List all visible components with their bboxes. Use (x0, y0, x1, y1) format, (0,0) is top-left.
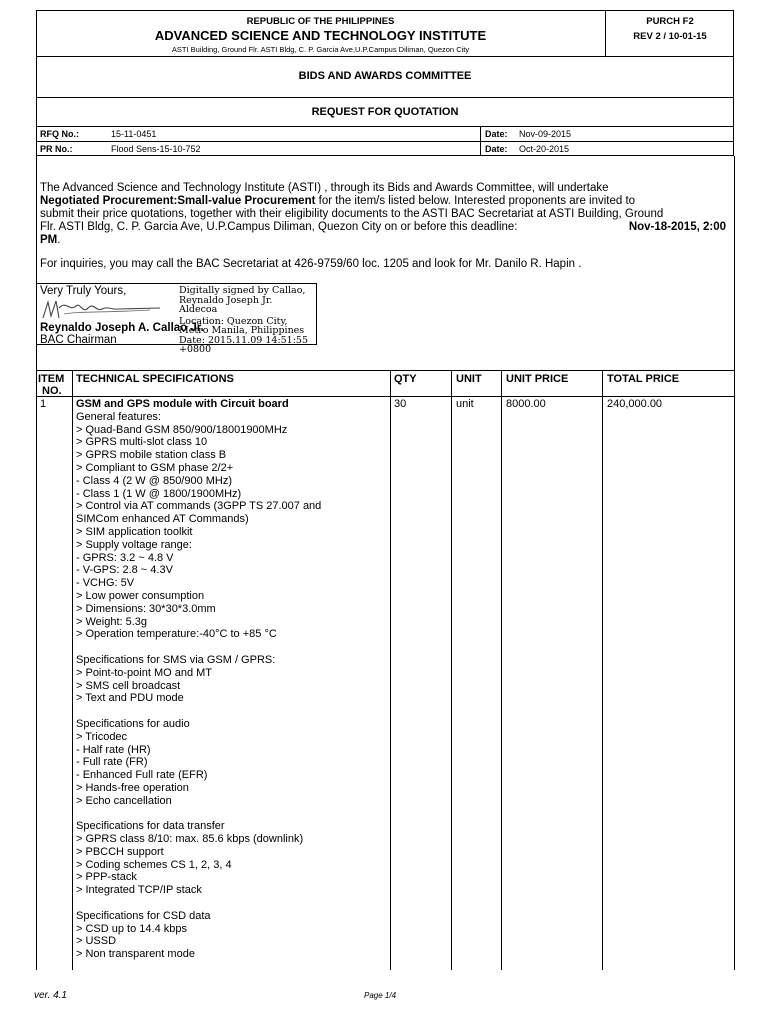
reference-divider (480, 126, 481, 156)
spec-line: > Non transparent mode (76, 948, 195, 961)
reference-rule (36, 141, 734, 142)
item-title: GSM and GPS module with Circuit board (76, 398, 289, 410)
spec-line: - Class 1 (1 W @ 1800/1900MHz) (76, 487, 242, 500)
col-header-unit-price: UNIT PRICE (506, 373, 569, 385)
col-header-no: NO. (42, 385, 62, 397)
intro-paragraph (40, 182, 726, 247)
version-label: ver. 4.1 (34, 990, 67, 1001)
spec-line: > Echo cancellation (76, 794, 172, 807)
spec-line: > Dimensions: 30*30*3.0mm (76, 602, 216, 615)
spec-line: - Half rate (HR) (76, 743, 151, 756)
intro-line-4-wrap (40, 221, 726, 234)
intro-line-4: Flr. ASTI Bldg, C. P. Garcia Ave, U.P.Campus Diliman, Quezon City on or before this deadline: (40, 221, 518, 233)
deadline-suffix: PM (40, 234, 58, 246)
spec-line: > PPP-stack (76, 871, 137, 884)
pr-value: Flood Sens-15-10-752 (111, 144, 201, 154)
spec-line: General features: (76, 410, 161, 423)
spec-line: > GPRS multi-slot class 10 (76, 436, 208, 449)
signer-role: BAC Chairman (40, 334, 117, 346)
revision-label: REV 2 / 10-01-15 (633, 31, 707, 42)
intro-line-1: The Advanced Science and Technology Institute (ASTI) , through its Bids and Awards Committee, will undertake (40, 182, 609, 194)
spec-line: - Class 4 (2 W @ 850/900 MHz) (76, 474, 233, 487)
row-total-price: 240,000.00 (607, 398, 663, 410)
date-value-2: Oct-20-2015 (519, 144, 570, 154)
spec-line: > PBCCH support (76, 845, 164, 858)
date-label-2: Date: (485, 144, 508, 154)
row-unit: unit (456, 398, 474, 410)
row-item-number: 1 (40, 398, 47, 410)
pr-label: PR No.: (40, 144, 73, 154)
col-divider-total (602, 370, 603, 970)
spec-line: SIMCom enhanced AT Commands) (76, 513, 249, 526)
procurement-mode: Negotiated Procurement:Small-value Procurement (40, 195, 316, 207)
spec-line: > GPRS mobile station class B (76, 449, 227, 462)
item-specifications (76, 398, 386, 961)
spec-line: > Coding schemes CS 1, 2, 3, 4 (76, 858, 232, 871)
col-header-qty: QTY (394, 373, 417, 385)
deadline-period: . (57, 234, 61, 246)
spec-line: > Control via AT commands (3GPP TS 27.007 and (76, 500, 322, 513)
table-header-rule (36, 396, 734, 397)
spec-line: > GPRS class 8/10: max. 85.6 kbps (downlink) (76, 833, 304, 846)
digital-sig-line: Date: 2015.11.09 14:51:55 (179, 334, 309, 346)
spec-line: > Operation temperature:-40°C to +85 °C (76, 628, 277, 641)
rfq-value: 15-11-0451 (111, 129, 157, 139)
digital-sig-line: Aldecoa (179, 304, 218, 315)
spec-line (76, 641, 386, 654)
committee-title: BIDS AND AWARDS COMMITTEE (298, 70, 472, 82)
institute-name: ADVANCED SCIENCE AND TECHNOLOGY INSTITUTE (154, 28, 487, 43)
form-code: PURCH F2 (646, 16, 694, 27)
col-divider-item (72, 370, 73, 970)
spec-line: > Weight: 5.3g (76, 615, 148, 628)
spec-line: - V-GPS: 2.8 ~ 4.3V (76, 564, 173, 577)
col-header-total-price: TOTAL PRICE (607, 373, 680, 385)
spec-line: > Integrated TCP/IP stack (76, 884, 202, 897)
date-label-1: Date: (485, 129, 508, 139)
col-divider-unit (451, 370, 452, 970)
spec-line: > SIM application toolkit (76, 525, 193, 538)
spec-line: > Low power consumption (76, 589, 205, 602)
spec-line: > Point-to-point MO and MT (76, 666, 213, 679)
spec-line: > Text and PDU mode (76, 692, 184, 705)
spec-line (76, 897, 386, 910)
deadline-value: Nov-18-2015, 2:00 (628, 221, 726, 233)
closing-text: Very Truly Yours, (40, 285, 127, 297)
republic-label: REPUBLIC OF THE PHILIPPINES (246, 16, 395, 27)
spec-line: > CSD up to 14.4 kbps (76, 922, 187, 935)
digital-sig-line: Digitally signed by Callao, (179, 285, 306, 296)
digital-sig-line: Reynaldo Joseph Jr. (179, 294, 273, 306)
spec-line: - Full rate (FR) (76, 756, 148, 769)
spec-line: > Tricodec (76, 730, 128, 743)
col-header-spec: TECHNICAL SPECIFICATIONS (76, 373, 234, 385)
header-rule-2 (36, 97, 734, 98)
spec-line: > Hands-free operation (76, 781, 189, 794)
handwritten-signature (40, 298, 170, 324)
digital-sig-line: Metro Manila, Philippines (179, 325, 305, 336)
spec-line: > Compliant to GSM phase 2/2+ (76, 461, 234, 474)
institute-address: ASTI Building, Ground Flr. ASTI Bldg, C. P. Garcia Ave,U.P.Campus Diliman, Quezon City (171, 45, 470, 54)
spec-line: > USSD (76, 935, 117, 948)
spec-list (76, 411, 386, 961)
spec-line (76, 705, 386, 718)
digital-signature-details (179, 286, 308, 355)
spec-line (76, 808, 386, 821)
rfq-label: RFQ No.: (40, 129, 79, 139)
intro-line-5 (40, 234, 726, 247)
spec-line: > Supply voltage range: (76, 538, 192, 551)
spec-line: Specifications for data transfer (76, 820, 225, 833)
row-unit-price: 8000.00 (506, 398, 546, 410)
body-right-border (734, 156, 735, 370)
col-divider-qty (390, 370, 391, 970)
date-value-1: Nov-09-2015 (519, 129, 572, 139)
intro-line-3: submit their price quotations, together with their eligibility documents to the ASTI BAC Secretariat at ASTI Building, Ground (40, 208, 664, 220)
spec-line: Specifications for CSD data (76, 909, 211, 922)
spec-line: > SMS cell broadcast (76, 679, 181, 692)
intro-line-2-rest: for the item/s listed below. Interested proponents are invited to (315, 195, 636, 207)
intro-line-2 (40, 195, 726, 208)
spec-line: - VCHG: 5V (76, 577, 135, 590)
spec-line: > Quad-Band GSM 850/900/18001900MHz (76, 423, 288, 436)
page-number: Page 1/4 (363, 991, 397, 1000)
spec-line: Specifications for SMS via GSM / GPRS: (76, 653, 276, 666)
col-header-unit: UNIT (456, 373, 482, 385)
spec-line: - Enhanced Full rate (EFR) (76, 769, 208, 782)
col-header-item: ITEM (38, 373, 65, 385)
spec-line: - GPRS: 3.2 ~ 4.8 V (76, 551, 174, 564)
table-right-border (734, 370, 735, 970)
spec-line: Specifications for audio (76, 717, 190, 730)
table-left-border (36, 370, 37, 970)
document-title: REQUEST FOR QUOTATION (311, 106, 459, 118)
digital-sig-line: +0800 (179, 344, 212, 355)
digital-sig-line: Location: Quezon City, (179, 315, 288, 327)
table-top-rule (36, 370, 734, 371)
col-divider-unit-price (501, 370, 502, 970)
inquiries-text: For inquiries, you may call the BAC Secretariat at 426-9759/60 loc. 1205 and look for Mr. Danilo R. Hapin . (40, 258, 582, 270)
header-rule-1 (36, 56, 734, 57)
signer-name: Reynaldo Joseph A. Callao Jr. (40, 322, 204, 334)
row-qty: 30 (394, 398, 407, 410)
